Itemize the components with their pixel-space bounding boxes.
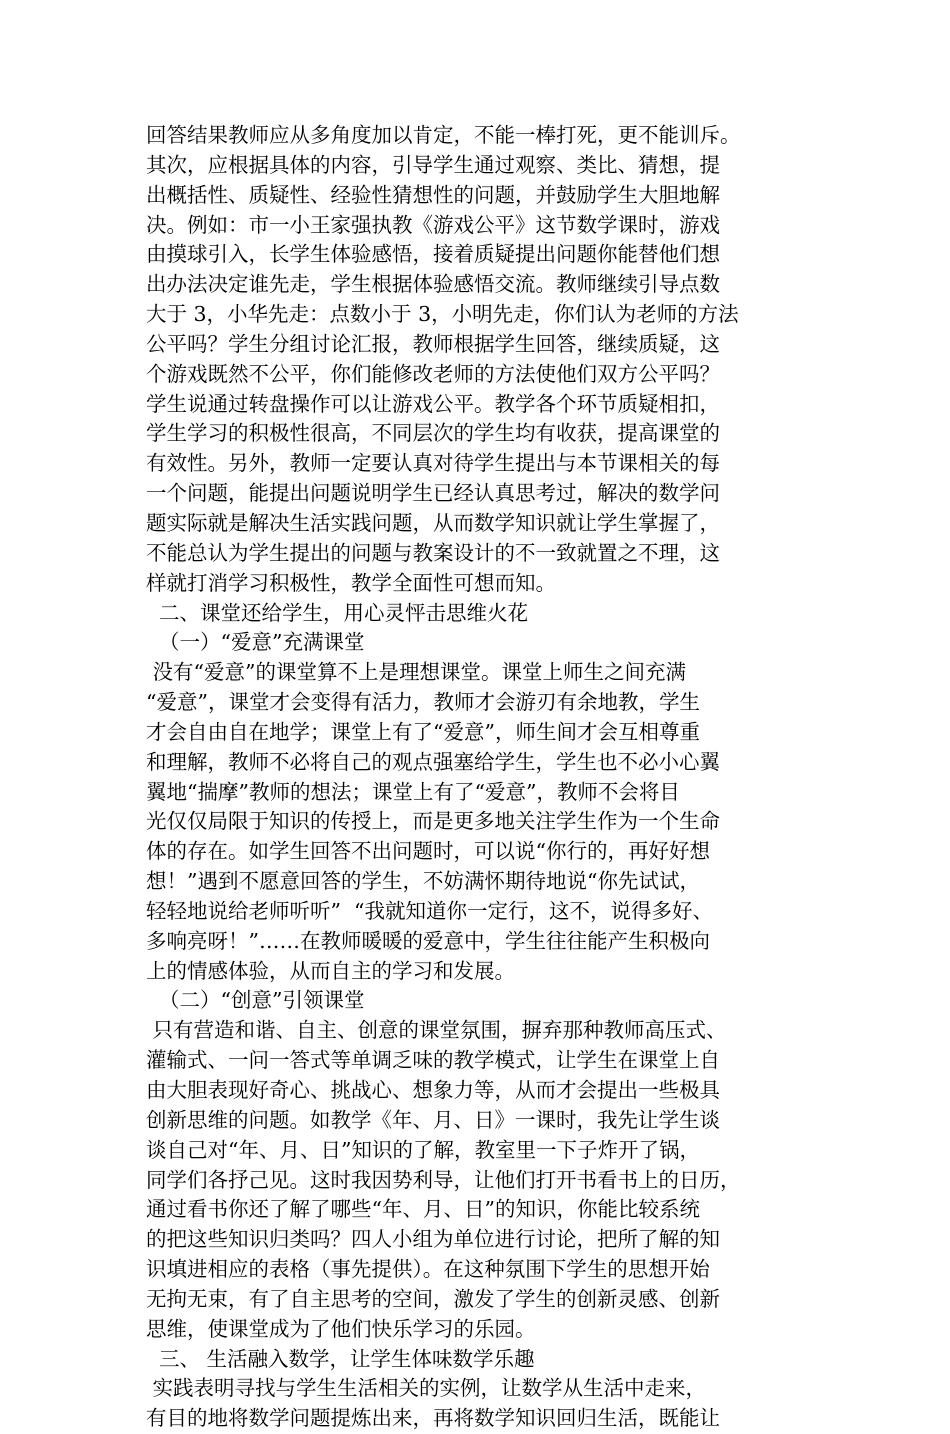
text-line: 其次，应根据具体的内容，引导学生通过观察、类比、猜想，提 xyxy=(146,152,720,177)
text-line: 个游戏既然不公平，你们能修改老师的方法使他们双方公平吗？ xyxy=(146,361,720,386)
text-line: 由大胆表现好奇心、挑战心、想象力等，从而才会提出一些极具 xyxy=(146,1078,720,1102)
text-line: （二）“创意”引领课堂 xyxy=(146,988,365,1013)
text-line: 和理解，教师不必将自己的观点强塞给学生，学生也不必小心翼 xyxy=(146,749,720,774)
text-line: 灌输式、一问一答式等单调乏味的教学模式，让学生在课堂上自 xyxy=(146,1048,720,1073)
text-line: 没有“爱意”的课堂算不上是理想课堂。课堂上师生之间充满 xyxy=(146,660,686,685)
text-line: 一个问题，能提出问题说明学生已经认真思考过，解决的数学问 xyxy=(146,481,720,506)
text-line: 学生说通过转盘操作可以让游戏公平。教学各个环节质疑相扣， xyxy=(146,391,720,416)
text-line: 的把这些知识归类吗？四人小组为单位进行讨论，把所了解的知 xyxy=(146,1227,720,1252)
text-line: 才会自由自在地学；课堂上有了“爱意”，师生间才会互相尊重 xyxy=(146,719,700,744)
text-line: 由摸球引入，长学生体验感悟，接着质疑提出问题你能替他们想 xyxy=(146,242,720,267)
text-line: 思维，使课堂成为了他们快乐学习的乐园。 xyxy=(146,1316,536,1341)
text-line: 三、 生活融入数学，让学生体味数学乐趣 xyxy=(146,1346,535,1371)
text-line: 公平吗？学生分组讨论汇报，教师根据学生回答，继续质疑，这 xyxy=(146,331,720,356)
text-line: 轻轻地说给老师听听” “我就知道你一定行，这不，说得多好、 xyxy=(146,898,713,923)
text-line: 二、课堂还给学生，用心灵怦击思维火花 xyxy=(146,600,529,625)
text-line: 通过看书你还了解了哪些“年、月、日”的知识，你能比较系统 xyxy=(146,1197,700,1222)
text-line: 创新思维的问题。如教学《年、月、日》一课时，我先让学生谈 xyxy=(146,1107,720,1132)
text-line: 想！”遇到不愿意回答的学生，不妨满怀期待地说“你先试试， xyxy=(146,869,700,894)
text-line: 只有营造和谐、自主、创意的课堂氛围，摒弃那种教师高压式、 xyxy=(146,1018,727,1043)
text-line: 样就打消学习积极性，教学全面性可想而知。 xyxy=(146,570,556,595)
text-line: 决。例如：市一小王家强执教《游戏公平》这节数学课时，游戏 xyxy=(146,212,720,237)
text-line: 上的情感体验，从而自主的学习和发展。 xyxy=(146,958,515,983)
text-line: 实践表明寻找与学生生活相关的实例，让数学从生活中走来， xyxy=(146,1376,707,1401)
text-line: 光仅仅局限于知识的传授上，而是更多地关注学生作为一个生命 xyxy=(146,809,720,834)
text-line: 出概括性、质疑性、经验性猜想性的问题，并鼓励学生大胆地解 xyxy=(146,182,720,207)
text-line: 体的存在。如学生回答不出问题时，可以说“你行的，再好好想 xyxy=(146,839,710,864)
text-line: 无拘无束，有了自主思考的空间，激发了学生的创新灵感、创新 xyxy=(146,1286,720,1311)
text-line: 多响亮呀！”……在教师暖暖的爱意中，学生往往能产生积极向 xyxy=(146,928,710,953)
text-line: 谈自己对“年、月、日”知识的了解，教室里一下子炸开了锅， xyxy=(146,1137,700,1162)
text-line: 题实际就是解决生活实践问题，从而数学知识就让学生掌握了， xyxy=(146,510,720,535)
body-text xyxy=(146,121,796,1434)
text-line: 大于 3，小华先走：点数小于 3，小明先走，你们认为老师的方法 xyxy=(146,302,739,327)
text-line: 识填进相应的表格（事先提供）。在这种氛围下学生的思想开始 xyxy=(146,1257,710,1282)
text-line: 有效性。另外，教师一定要认真对待学生提出与本节课相关的每 xyxy=(146,451,720,476)
text-line: （一）“爱意”充满课堂 xyxy=(146,630,365,655)
text-line: “爱意”，课堂才会变得有活力，教师才会游刃有余地教，学生 xyxy=(146,690,700,715)
text-line: 出办法决定谁先走，学生根据体验感悟交流。教师继续引导点数 xyxy=(146,272,720,297)
text-line: 同学们各抒己见。这时我因势利导，让他们打开书看书上的日历， xyxy=(146,1167,741,1192)
text-line: 回答结果教师应从多角度加以肯定，不能一棒打死，更不能训斥。 xyxy=(146,123,741,147)
text-line: 不能总认为学生提出的问题与教案设计的不一致就置之不理，这 xyxy=(146,540,720,565)
text-line: 学生学习的积极性很高，不同层次的学生均有收获，提高课堂的 xyxy=(146,421,720,446)
text-line: 有目的地将数学问题提炼出来，再将数学知识回归生活，既能让 xyxy=(146,1406,720,1431)
text-line: 翼地“揣摩”教师的想法；课堂上有了“爱意”，教师不会将目 xyxy=(146,779,680,804)
